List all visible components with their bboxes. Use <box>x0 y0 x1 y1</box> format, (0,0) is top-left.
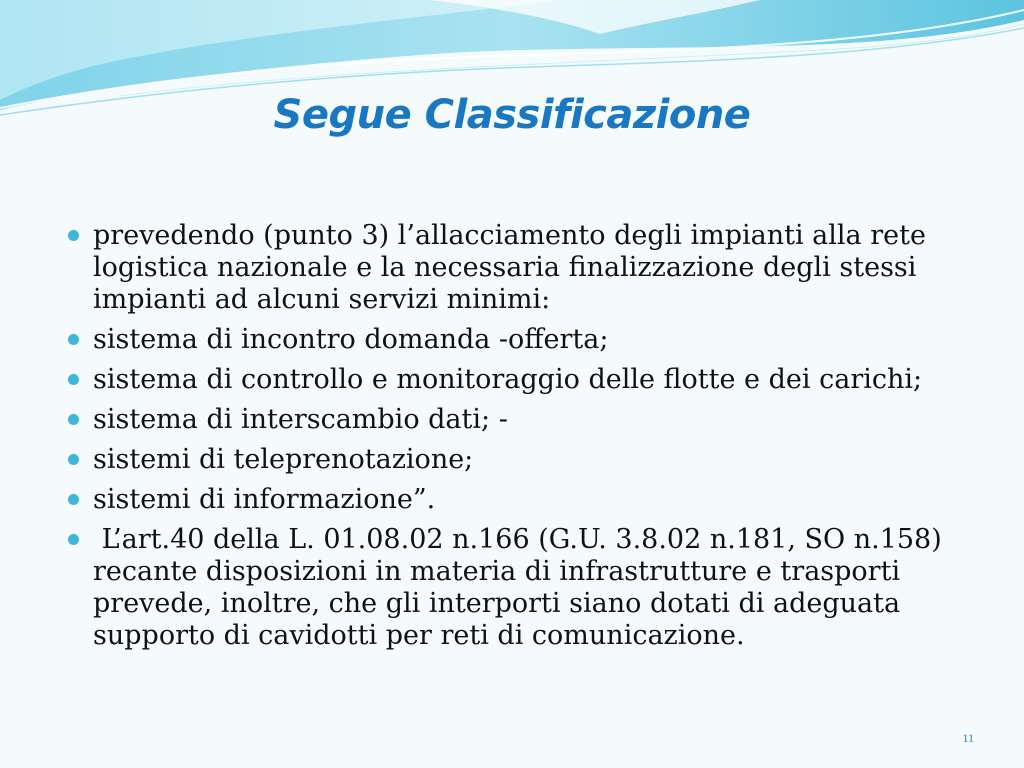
list-item <box>64 364 964 396</box>
list-item <box>64 484 964 516</box>
list-item <box>64 220 964 316</box>
bullet-dot-icon <box>68 494 79 505</box>
list-item-text: L’art.40 della L. 01.08.02 n.166 (G.U. 3.8.02 n.181, SO n.158) recante disposizioni in materia di infrastrutture e trasporti prevede, inoltre, che gli interporti siano dotati di adeguata supporto di cavidotti per reti di comunicazione. <box>93 524 951 651</box>
list-item <box>64 324 964 356</box>
list-item <box>64 524 964 652</box>
bullet-list <box>64 220 964 660</box>
list-item <box>64 444 964 476</box>
bullet-dot-icon <box>68 534 79 545</box>
list-item <box>64 404 964 436</box>
bullet-dot-icon <box>68 414 79 425</box>
list-item-text: sistema di interscambio dati; - <box>93 404 508 435</box>
bullet-dot-icon <box>68 374 79 385</box>
list-item-text: sistema di controllo e monitoraggio delle flotte e dei carichi; <box>93 364 923 395</box>
bullet-dot-icon <box>68 454 79 465</box>
list-item-text: prevedendo (punto 3) l’allacciamento degli impianti alla rete logistica nazionale e la necessaria finalizzazione degli stessi impianti ad alcuni servizi minimi: <box>93 220 926 315</box>
page-number: 11 <box>962 731 974 745</box>
list-item-text: sistemi di teleprenotazione; <box>93 444 474 475</box>
bullet-dot-icon <box>68 230 79 241</box>
list-item-text: sistema di incontro domanda -offerta; <box>93 324 609 355</box>
bullet-dot-icon <box>68 334 79 345</box>
slide-title: Segue Classificazione <box>273 92 751 138</box>
list-item-text: sistemi di informazione”. <box>93 484 436 515</box>
